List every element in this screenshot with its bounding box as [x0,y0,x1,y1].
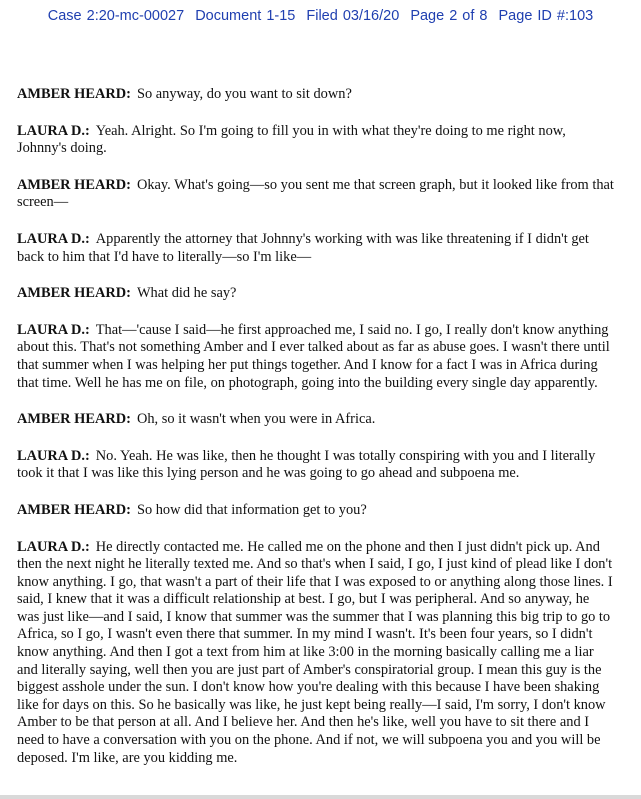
paragraph-text: So how did that information get to you? [136,501,367,518]
speaker-name: LAURA D.: [17,230,90,247]
paragraph-text: Okay. What's going—so you sent me that screen graph, but it looked like from that screen— [17,176,614,211]
transcript-paragraph [17,86,615,104]
transcript-paragraph [17,502,615,520]
speaker-name: AMBER HEARD: [17,501,131,518]
paragraph-text: Oh, so it wasn't when you were in Africa. [136,411,376,428]
transcript-paragraph [17,231,615,266]
transcript-paragraph [17,177,615,212]
transcript-paragraph [17,322,615,392]
paragraph-text: That—'cause I said—he first approached me, I said no. I go, I really don't know anything about this. That's not something Amber and I ever talked about as far as abuse goes. I wasn't there until that summer when I was helping her put things together. And I know for a fact I was in Africa during that time. Well he has me on file, on photograph, going into the building every single day apparently. [17,321,610,391]
transcript-paragraph [17,285,615,303]
speaker-name: AMBER HEARD: [17,176,131,193]
speaker-name: LAURA D.: [17,122,90,139]
page-id: Page ID #:103 [498,8,594,24]
speaker-name: AMBER HEARD: [17,86,131,102]
paragraph-text: Apparently the attorney that Johnny's working with was like threatening if I didn't get back to him that I'd have to literally—so I'm like— [17,230,589,265]
speaker-name: LAURA D.: [17,321,90,338]
case-number: Case 2:20-mc-00027 [47,8,185,24]
paragraph-text: He directly contacted me. He called me on the phone and then I just didn't pick up. And then the next night he literally texted me. And so that's when I said, I go, I just kind of plead like I don't know anything. I go, that wasn't a part of their life that I was exposed to or anything along those lines. I said, I knew that it was a difficult relationship at best. I go, but I was peripheral. And so anyway, he was just like—and I said, I know that summer was the summer that I was planning this big trip to go to Africa, so I go, I wasn't even there that summer. In my mind I wasn't. It's been four years, so I didn't know anything. And then I got a text from him at like 3:00 in the morning basically calling me a liar and literally saying, well then you are just part of Amber's conspiratorial group. I mean this guy is the biggest asshole under the sun. I don't know how you're dealing with this because I have been shaking like for days on this. So he basically was like, he just kept being really—I said, I'm sorry, I don't know Amber to be that person at all. And I believe her. And then he's like, well you have to sit there and I need to have a conversation with you on the phone. And if not, we will subpoena you and you will be deposed. I'm like, are you kidding me. [17,538,613,766]
speaker-name: AMBER HEARD: [17,411,131,428]
case-header [0,8,641,24]
transcript-paragraph [17,448,615,483]
filed-date: Filed 03/16/20 [306,8,400,24]
transcript-body [17,86,615,786]
speaker-name: AMBER HEARD: [17,285,131,302]
page-bottom-edge [0,795,641,799]
paragraph-text: What did he say? [136,285,237,302]
paragraph-text: Yeah. Alright. So I'm going to fill you in with what they're doing to me right now, Johnny's doing. [17,122,566,157]
transcript-paragraph [17,411,615,429]
page-number: Page 2 of 8 [410,8,488,24]
transcript-paragraph [17,539,615,768]
paragraph-text: No. Yeah. He was like, then he thought I was totally conspiring with you and I literally took it that I was like this lying person and he was going to go ahead and subpoena me. [17,447,596,482]
paragraph-text: So anyway, do you want to sit down? [136,86,352,102]
speaker-name: LAURA D.: [17,538,90,555]
speaker-name: LAURA D.: [17,447,90,464]
document-number: Document 1-15 [195,8,296,24]
transcript-paragraph [17,123,615,158]
